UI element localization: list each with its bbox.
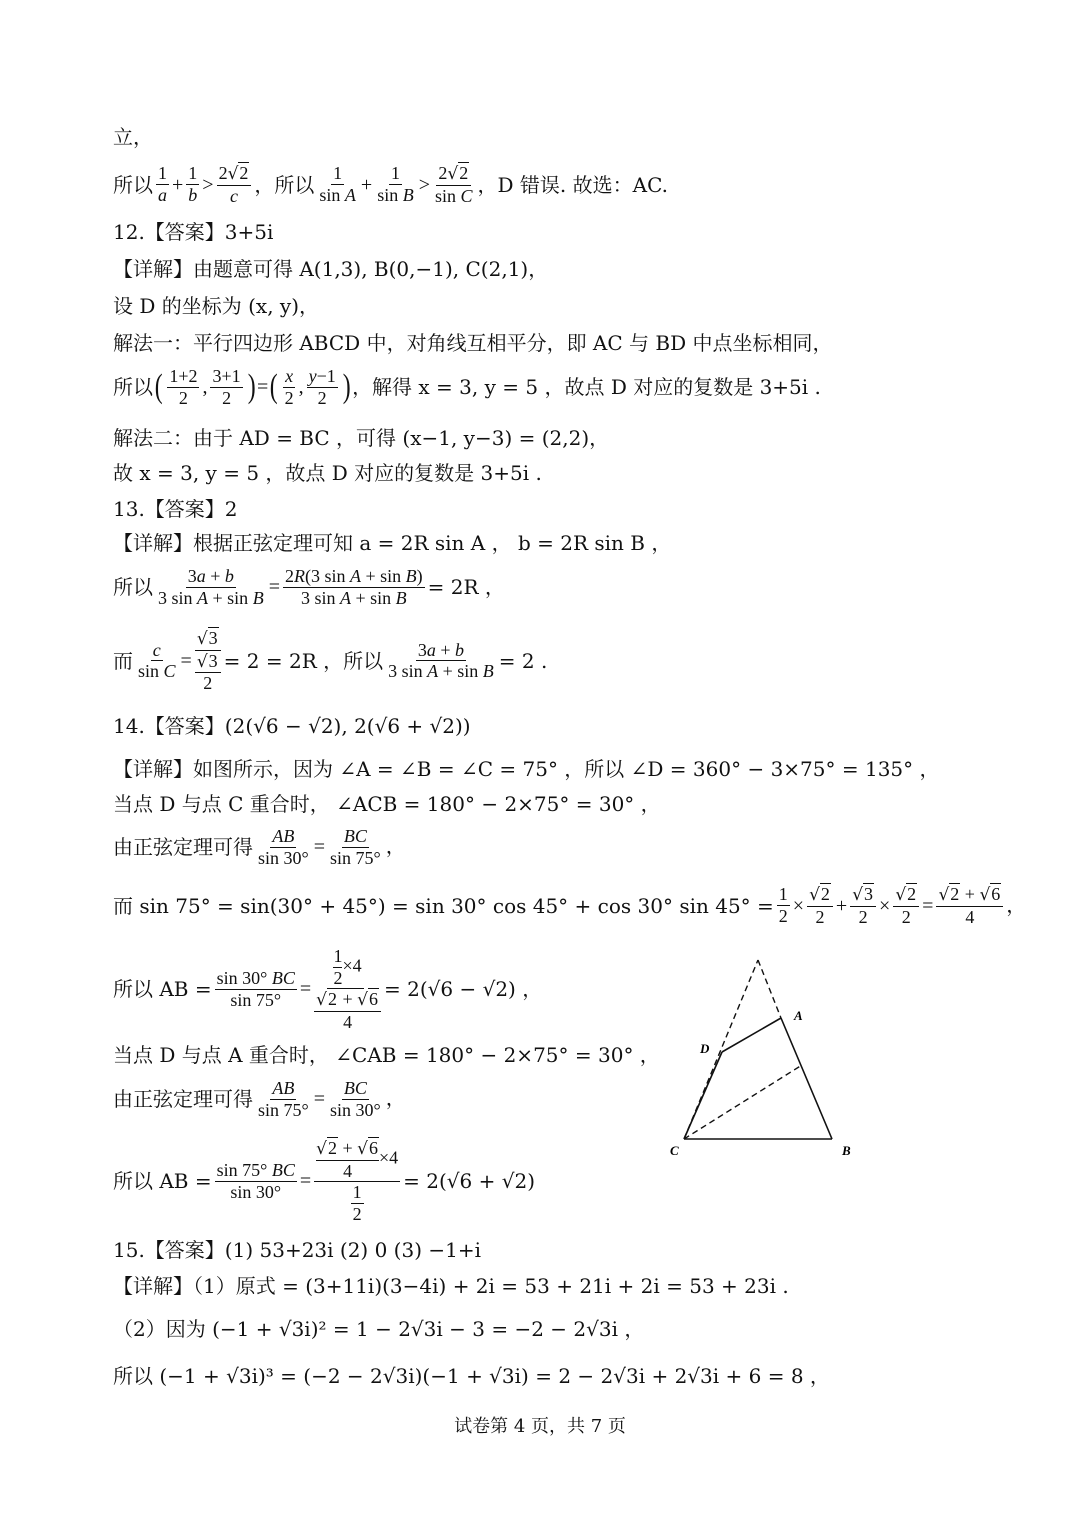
text: = 2 . — [498, 648, 548, 673]
text: 【详解】由题意可得 A(1,3), B(0,−1), C(2,1)， — [113, 257, 549, 281]
edge-ba — [781, 1018, 832, 1139]
frac: $\frac{BC}{\sin 30^\circ}$ — [330, 1078, 381, 1120]
text: = 2 = 2R ，所以 — [223, 648, 384, 673]
text: 所以 — [113, 575, 153, 600]
frac: 1 a — [158, 163, 167, 206]
detail-14b — [113, 794, 661, 814]
detail-12a — [113, 259, 548, 279]
detail-14c: 由正弦定理可得 $\frac{AB}{\sin 30^\circ}$ = $\frac{BC}{\sin 75^\circ}$ ， — [113, 826, 406, 868]
edge-dc — [684, 1052, 722, 1139]
frac: $\frac{\sin 75^\circ BC}{\sin 30^\circ}$ — [216, 1160, 295, 1202]
text: = 2(√6 − √2) ， — [383, 977, 543, 1002]
answer-12 — [113, 222, 273, 242]
detail-14f — [113, 1045, 660, 1065]
text: 而 sin 75° = sin(30° + 45°) = sin 30° cos 45° + cos 30° sin 45° = — [113, 893, 774, 918]
frac: $\frac{AB}{\sin 75^\circ}$ — [258, 1078, 309, 1120]
text: 由正弦定理可得 — [113, 835, 253, 860]
text: 故 x = 3, y = 5 ，故点 D 对应的复数是 3+5i . — [113, 461, 542, 485]
frac: $\frac{1}{2}$ — [778, 884, 788, 927]
text: 【详解】（1）原式 = (3+11i)(3−4i) + 2i = 53 + 21i + 2i = 53 + 23i . — [113, 1274, 789, 1298]
page-footer: 试卷第 4 页，共 7 页 — [454, 1416, 626, 1437]
detail-12b — [113, 296, 319, 316]
text: 立， — [113, 125, 153, 149]
text: 所以 AB = — [113, 977, 212, 1002]
frac: 1+2 2 — [169, 366, 198, 408]
frac: x 2 — [284, 366, 294, 408]
answer-13 — [113, 499, 238, 519]
text: 当点 D 与点 A 重合时， ∠CAB = 180° − 2×75° = 30° ， — [113, 1043, 660, 1067]
answer-14 — [113, 716, 471, 736]
text: 解法一：平行四边形 ABCD 中，对角线互相平分，即 AC 与 BD 中点坐标相同， — [113, 331, 833, 355]
frac: $\frac{c}{\text{sin C}}$ — [138, 639, 176, 682]
dashed-edge — [758, 960, 781, 1018]
frac: $\frac{1}{\text{sin B}}$ — [377, 163, 414, 206]
frac: $\frac{√3}{2}$ — [850, 884, 876, 927]
frac: $\frac{BC}{\sin 75^\circ}$ — [330, 826, 381, 868]
label-c: C — [670, 1143, 679, 1158]
detail-15a — [113, 1276, 789, 1296]
detail-15b — [113, 1319, 644, 1339]
frac: $\frac{AB}{\sin 30^\circ}$ — [258, 826, 309, 868]
detail-12e — [113, 428, 609, 448]
label-d: D — [700, 1041, 710, 1056]
frac: $\frac{√2}{2}$ — [807, 884, 833, 927]
detail-14g: 由正弦定理可得 $\frac{AB}{\sin 75^\circ}$ = $\frac{BC}{\sin 30^\circ}$ ， — [113, 1078, 406, 1120]
text: = 2(√6 + √2) — [403, 1169, 535, 1194]
text: 当点 D 与点 C 重合时， ∠ACB = 180° − 2×75° = 30° ， — [113, 792, 661, 816]
line-li — [113, 127, 153, 147]
text: ，解得 x = 3, y = 5 ，故点 D 对应的复数是 3+5i . — [352, 375, 821, 400]
line-conclusion-d: 所以 1 a + $\frac{1}{b}$ > 2√2 c ，所以 1 sin A + $\frac{1}{\text{sin B}}$ > 2√2 sin C ，D 错误. 故选：AC. — [113, 163, 669, 206]
text: 所以 — [113, 172, 153, 197]
text: ，所以 — [254, 172, 315, 197]
detail-14e: 所以 AB = $\frac{\sin 30^\circ BC}{\sin 75^\circ}$ = $\frac{1}{2}$ ×4 √2 + √6 4 = 2(√6 − √2) ， — [113, 946, 543, 1032]
text: 设 D 的坐标为 (x, y)， — [113, 294, 320, 318]
detail-14h: 所以 AB = $\frac{\sin 75^\circ BC}{\sin 30^\circ}$ = $\frac{√2 + √6}{4}$ ×4 1 2 = 2(√6 + √2) — [113, 1138, 535, 1224]
frac: $\frac{3a + b}{\text{3 sin A + sin B}}$ — [388, 639, 494, 682]
label-a: A — [794, 1008, 803, 1023]
text: 解法二：由于 AD = BC ，可得 (x−1, y−3) = (2,2)， — [113, 426, 610, 450]
text: 由正弦定理可得 — [113, 1087, 253, 1112]
frac: 3+1 2 — [212, 366, 241, 408]
frac: $\frac{1}{b}$ — [188, 163, 198, 206]
text: 14.【答案】(2(√6 − √2), 2(√6 + √2)) — [113, 714, 471, 738]
detail-13c: 而 $\frac{c}{\text{sin C}}$ = √3 √3 2 = 2 = 2R ，所以 $\frac{3a + b}{\text{3 sin A + sin B}}$ = 2 . — [113, 628, 548, 694]
label-b: B — [842, 1143, 851, 1158]
detail-13b: 所以 $\frac{3a + b}{\text{3 sin A + sin B}}$ = $\frac{\text{2R(3 sin A + sin B)}}{\text{3 sin A + sin B}}$ = 2R ， — [113, 566, 505, 608]
detail-13a — [113, 533, 671, 553]
text: = 2R ， — [427, 575, 505, 600]
frac: $\frac{\text{2R(3 sin A + sin B)}}{\text{3 sin A + sin B}}$ — [284, 566, 423, 608]
frac: √3 √3 2 — [195, 628, 221, 694]
frac: $\frac{√2 + √6}{4}$ — [936, 884, 1003, 927]
dashed-diagonal — [684, 1065, 802, 1139]
frac: $\frac{√2 + √6}{4}$ ×4 1 2 — [316, 1138, 399, 1224]
detail-14a — [113, 759, 940, 779]
frac: $\frac{\sin 30^\circ BC}{\sin 75^\circ}$ — [216, 968, 295, 1010]
detail-14d: 而 sin 75° = sin(30° + 45°) = sin 30° cos 45° + cos 30° sin 45° = $\frac{1}{2}$ × $\frac{√2}{2}$ + $\frac{√3}{2}$ × $\frac{√2}{2}$ = $\frac{√2 + √6}{4}$ ， — [113, 884, 1027, 927]
quadrilateral-figure — [660, 955, 870, 1170]
frac: $\frac{1}{2}$ ×4 √2 + √6 4 — [314, 946, 381, 1033]
frac: $\frac{3a + b}{\text{3 sin A + sin B}}$ — [158, 566, 264, 608]
text: 13.【答案】2 — [113, 497, 238, 521]
text: 而 — [113, 648, 133, 673]
frac: y−1 2 — [308, 366, 336, 408]
detail-12d: 所以 ( 1+2 2 , 3+1 2 ) = ( x 2 , y−1 2 ) ，解得 x = 3, y = 5 ，故点 D 对应的复数是 3+5i . — [113, 366, 821, 408]
text: 所以 (−1 + √3i)³ = (−2 − 2√3i)(−1 + √3i) = 2 − 2√3i + 2√3i + 6 = 8 ， — [113, 1364, 830, 1388]
frac: 2√2 sin C — [435, 163, 473, 206]
text: 【详解】根据正弦定理可知 a = 2R sin A ， b = 2R sin B ， — [113, 531, 672, 555]
detail-12f — [113, 463, 542, 483]
detail-12c — [113, 333, 832, 353]
text: 12.【答案】3+5i — [113, 220, 274, 244]
edge-ad — [722, 1018, 781, 1052]
frac: 2√2 c — [217, 163, 252, 206]
text: 15.【答案】(1) 53+23i (2) 0 (3) −1+i — [113, 1238, 481, 1262]
text: 所以 AB = — [113, 1169, 212, 1194]
detail-15c — [113, 1366, 830, 1386]
text: ，D 错误. 故选：AC. — [477, 172, 669, 197]
text: 所以 — [113, 375, 153, 400]
answer-15 — [113, 1240, 481, 1260]
frac: 1 sin A — [319, 163, 356, 206]
text: （2）因为 (−1 + √3i)² = 1 − 2√3i − 3 = −2 − 2√3i ， — [113, 1317, 645, 1341]
text: 【详解】如图所示，因为 ∠A = ∠B = ∠C = 75° ，所以 ∠D = 360° − 3×75° = 135° ， — [113, 757, 940, 781]
frac: $\frac{√2}{2}$ — [893, 884, 919, 927]
